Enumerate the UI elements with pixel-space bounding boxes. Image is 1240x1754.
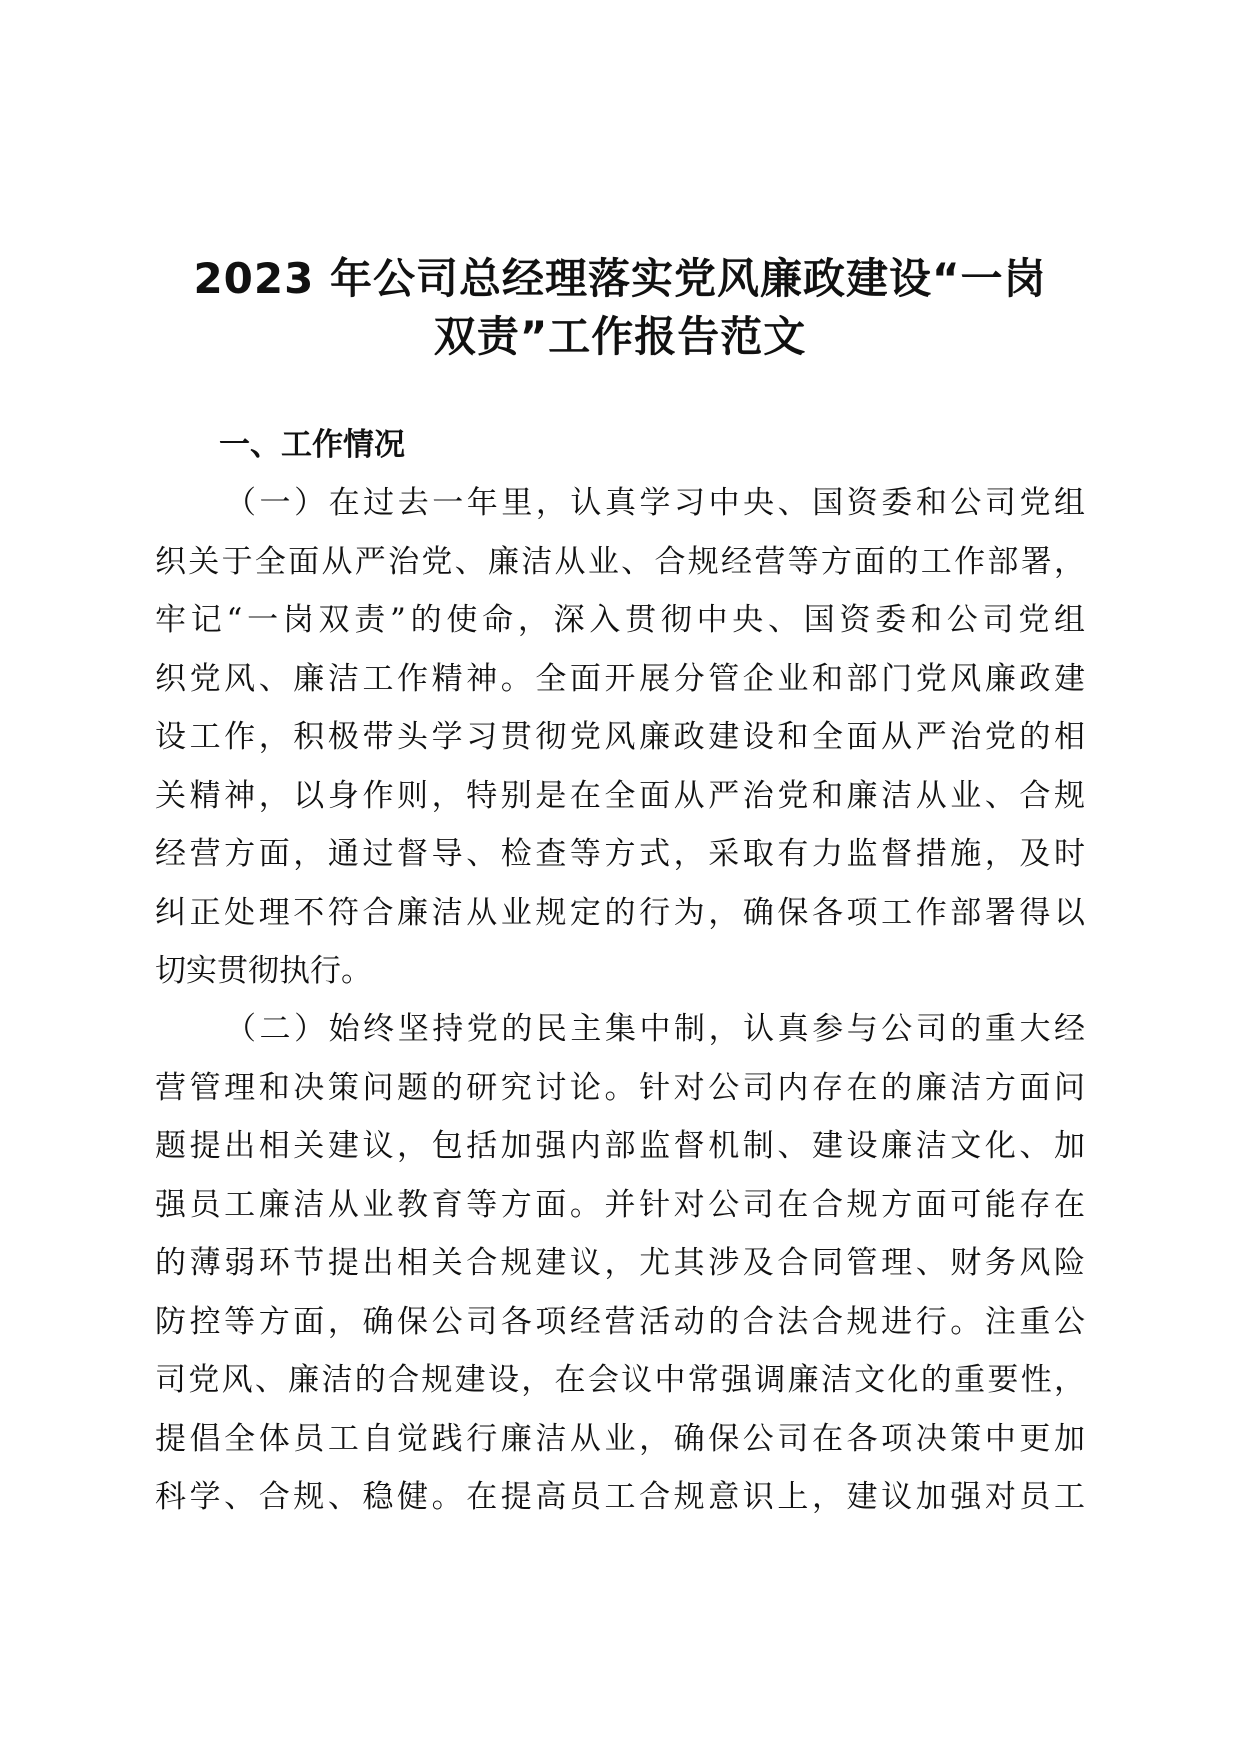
paragraph-1 <box>155 474 1085 1001</box>
paragraph-line: 关精神，以身作则，特别是在全面从严治党和廉洁从业、合规 <box>155 777 1085 814</box>
title-line-2: 双责”工作报告范文 <box>433 312 807 361</box>
paragraph-line: （一）在过去一年里，认真学习中央、国资委和公司党组 <box>225 485 1085 521</box>
paragraph-line: 题提出相关建议，包括加强内部监督机制、建设廉洁文化、加 <box>155 1128 1085 1164</box>
paragraph-2 <box>155 1000 1085 1527</box>
paragraph-line: 经营方面，通过督导、检查等方式，采取有力监督措施，及时 <box>155 836 1085 872</box>
paragraph-line: 的薄弱环节提出相关合规建议，尤其涉及合同管理、财务风险 <box>155 1245 1085 1281</box>
paragraph-line: 织党风、廉洁工作精神。全面开展分管企业和部门党风廉政建 <box>155 660 1085 697</box>
paragraph-line: 防控等方面，确保公司各项经营活动的合法合规进行。注重公 <box>155 1303 1085 1340</box>
paragraph-line: 设工作，积极带头学习贯彻党风廉政建设和全面从严治党的相 <box>155 719 1085 755</box>
paragraph-line: 司党风、廉洁的合规建设，在会议中常强调廉洁文化的重要性， <box>155 1362 1085 1398</box>
section-heading: 一、工作情况 <box>219 427 405 463</box>
title-line-1: 2023 年公司总经理落实党风廉政建设“一岗 <box>193 254 1047 303</box>
paragraph-line: 科学、合规、稳健。在提高员工合规意识上，建议加强对员工 <box>155 1479 1085 1515</box>
paragraph-line: 营管理和决策问题的研究讨论。针对公司内存在的廉洁方面问 <box>155 1069 1085 1106</box>
paragraph-line: 提倡全体员工自觉践行廉洁从业，确保公司在各项决策中更加 <box>155 1420 1085 1457</box>
paragraph-line: 切实贯彻执行。 <box>155 953 372 989</box>
paragraph-line: （二）始终坚持党的民主集中制，认真参与公司的重大经 <box>225 1011 1085 1047</box>
paragraph-line: 牢记“一岗双责”的使命，深入贯彻中央、国资委和公司党组 <box>155 602 1085 638</box>
document-title <box>150 250 1090 366</box>
paragraph-line: 织关于全面从严治党、廉洁从业、合规经营等方面的工作部署， <box>155 543 1085 580</box>
paragraph-line: 强员工廉洁从业教育等方面。并针对公司在合规方面可能存在 <box>155 1186 1085 1223</box>
paragraph-line: 纠正处理不符合廉洁从业规定的行为，确保各项工作部署得以 <box>155 894 1085 931</box>
